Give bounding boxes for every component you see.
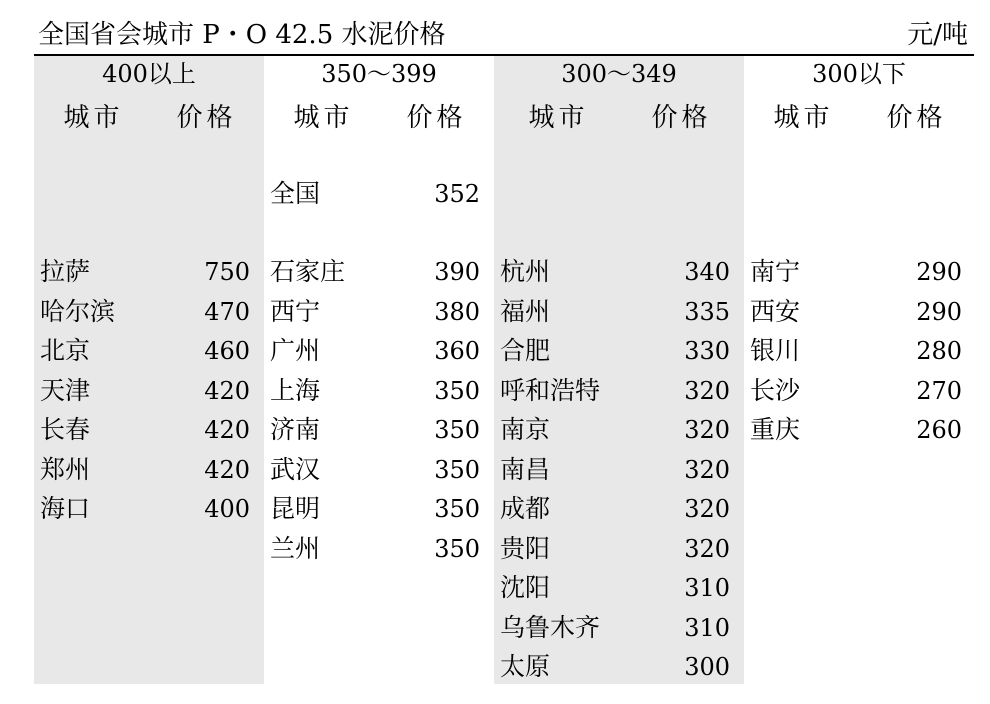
city-cell: 长春 <box>40 415 91 444</box>
price-cell: 310 <box>684 613 730 642</box>
group-label: 300～349 <box>561 60 677 88</box>
price-cell: 750 <box>204 258 250 286</box>
price-cell: 350 <box>434 416 480 444</box>
price-cell: 360 <box>434 337 480 365</box>
price-cell: 460 <box>204 337 250 365</box>
city-cell: 郑州 <box>40 454 91 484</box>
price-cell: 300 <box>684 653 730 681</box>
city-cell: 哈尔滨 <box>40 296 116 326</box>
city-cell: 成都 <box>500 494 551 523</box>
city-cell: 西宁 <box>270 296 321 326</box>
price-cell: 260 <box>916 416 962 444</box>
price-cell: 340 <box>684 258 730 286</box>
price-cell: 320 <box>684 495 730 523</box>
city-cell: 福州 <box>500 296 551 326</box>
price-cell: 290 <box>916 297 962 326</box>
national-city: 全国 <box>270 179 321 208</box>
city-cell: 贵阳 <box>500 533 551 563</box>
price-cell: 320 <box>684 534 730 563</box>
city-cell: 拉萨 <box>40 257 91 286</box>
city-cell: 太原 <box>500 652 551 681</box>
price-cell: 320 <box>684 376 730 405</box>
price-cell: 420 <box>204 416 250 444</box>
column-header-city: 城市 <box>63 103 124 133</box>
city-cell: 南京 <box>500 415 551 444</box>
city-cell: 银川 <box>750 336 801 365</box>
column-header-price: 价格 <box>406 103 467 133</box>
price-cell: 420 <box>204 376 250 405</box>
group-label: 400以上 <box>102 60 196 88</box>
national-price: 352 <box>434 180 480 208</box>
city-cell: 昆明 <box>270 494 321 523</box>
column-header-price: 价格 <box>886 103 947 133</box>
column-header-city: 城市 <box>528 103 589 133</box>
price-cell: 350 <box>434 376 480 405</box>
column-header-price: 价格 <box>651 103 712 133</box>
price-cell: 420 <box>204 455 250 484</box>
price-cell: 390 <box>434 258 480 286</box>
group-label: 350～399 <box>321 60 437 88</box>
price-cell: 350 <box>434 455 480 484</box>
city-cell: 上海 <box>270 375 321 405</box>
price-cell: 310 <box>684 574 730 602</box>
city-cell: 重庆 <box>750 415 801 444</box>
price-cell: 470 <box>204 297 250 326</box>
price-cell: 330 <box>684 337 730 365</box>
column-header-city: 城市 <box>293 103 354 133</box>
page-title: 全国省会城市 P・O 42.5 水泥价格 <box>38 20 446 50</box>
city-cell: 天津 <box>40 375 91 405</box>
price-cell: 290 <box>916 258 962 286</box>
column-header-price: 价格 <box>176 103 237 133</box>
unit-label: 元/吨 <box>907 20 968 50</box>
price-cell: 335 <box>684 297 730 326</box>
city-cell: 石家庄 <box>270 257 346 286</box>
price-cell: 380 <box>434 297 480 326</box>
city-cell: 杭州 <box>500 257 551 286</box>
price-cell: 280 <box>916 337 962 365</box>
city-cell: 兰州 <box>270 533 321 563</box>
column-header-city: 城市 <box>773 103 834 133</box>
price-cell: 350 <box>434 495 480 523</box>
city-cell: 西安 <box>750 296 801 326</box>
city-cell: 海口 <box>40 494 91 523</box>
city-cell: 武汉 <box>270 454 321 484</box>
price-cell: 400 <box>204 495 250 523</box>
price-cell: 270 <box>916 376 962 405</box>
city-cell: 广州 <box>270 336 321 365</box>
price-cell: 350 <box>434 534 480 563</box>
city-cell: 呼和浩特 <box>500 375 601 405</box>
city-cell: 北京 <box>40 336 91 365</box>
city-cell: 乌鲁木齐 <box>500 612 601 642</box>
city-cell: 长沙 <box>750 375 801 405</box>
city-cell: 合肥 <box>500 336 551 365</box>
city-cell: 沈阳 <box>500 573 551 602</box>
city-cell: 济南 <box>270 415 321 444</box>
city-cell: 南宁 <box>750 257 801 286</box>
city-cell: 南昌 <box>500 454 551 484</box>
group-label: 300以下 <box>812 60 906 88</box>
price-cell: 320 <box>684 455 730 484</box>
price-cell: 320 <box>684 416 730 444</box>
shaded-column-1 <box>34 56 264 684</box>
